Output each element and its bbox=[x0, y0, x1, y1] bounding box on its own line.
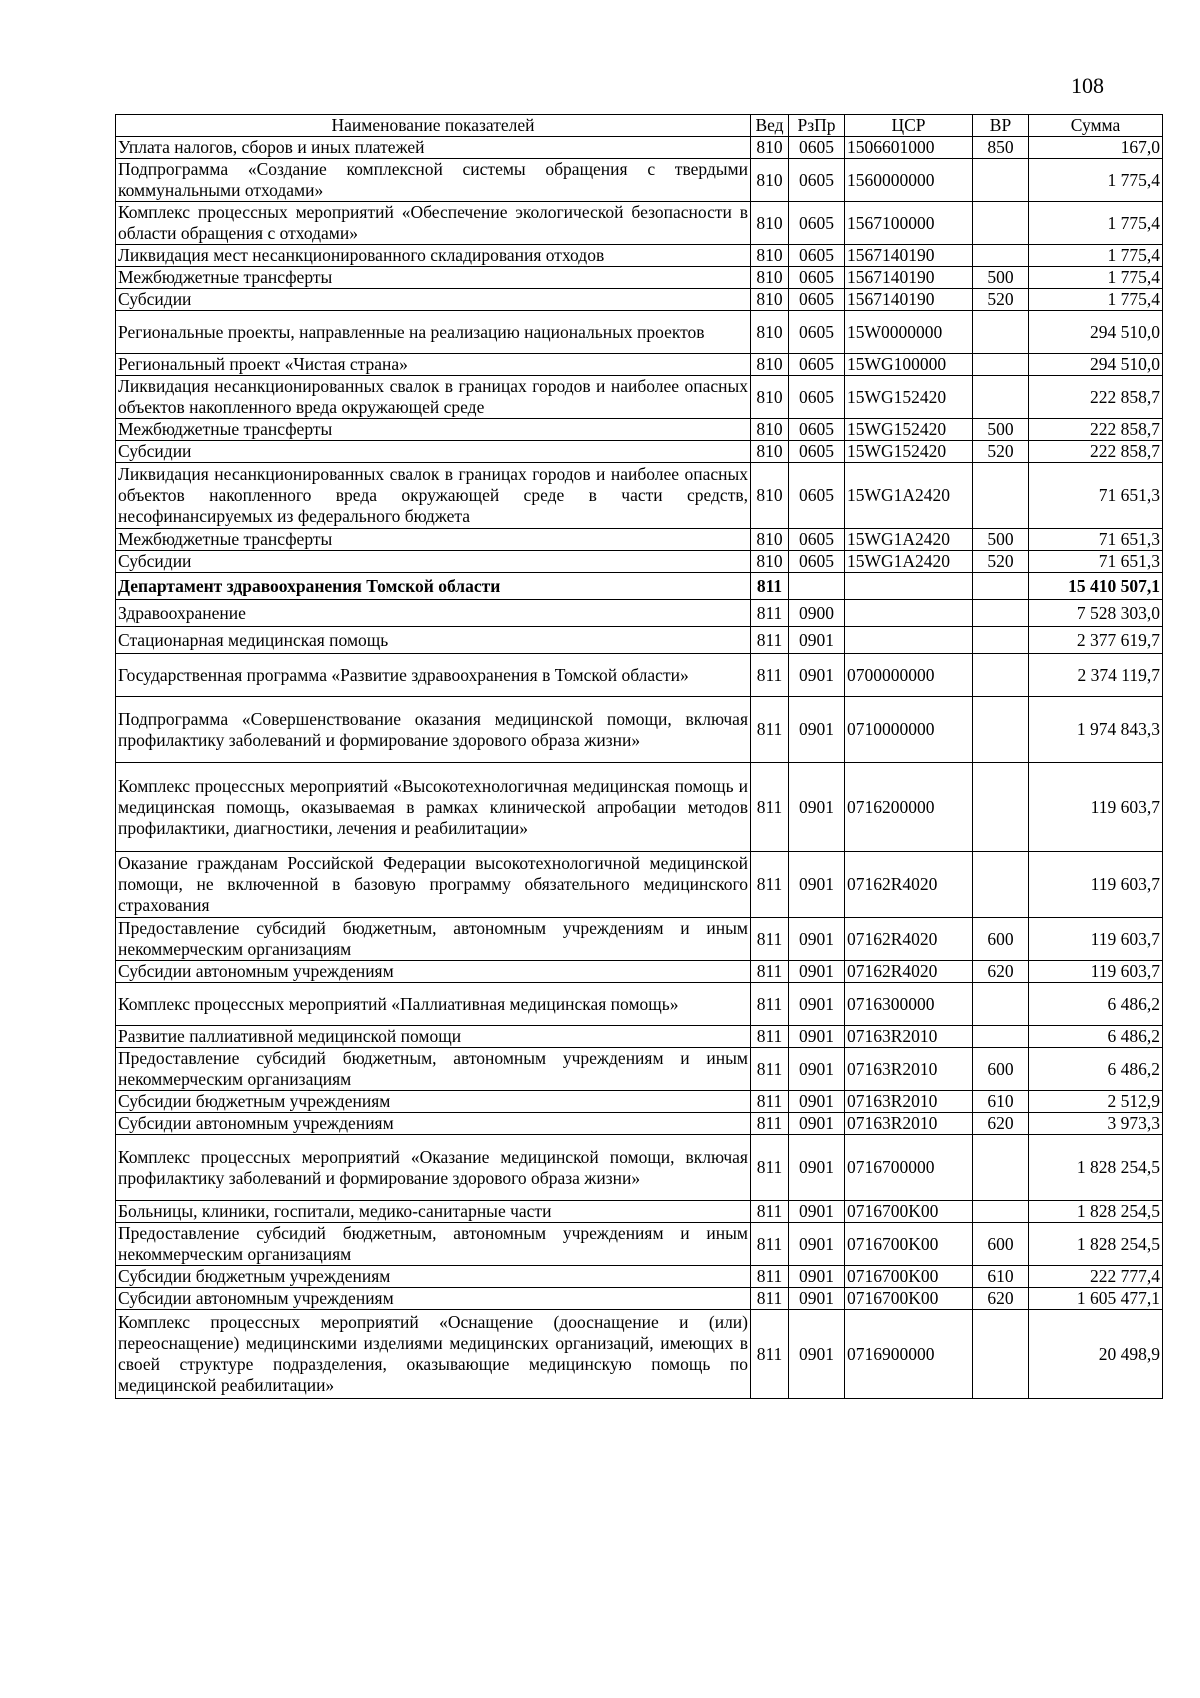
cell-csr: 15WG100000 bbox=[845, 354, 973, 376]
cell-ved: 811 bbox=[751, 1266, 789, 1288]
cell-vr: 500 bbox=[973, 267, 1029, 289]
cell-vr: 620 bbox=[973, 1113, 1029, 1135]
cell-vr bbox=[973, 159, 1029, 202]
cell-ved: 810 bbox=[751, 419, 789, 441]
cell-name: Предоставление субсидий бюджетным, автономным учреждениям и иным некоммерческим организациям bbox=[116, 918, 751, 961]
cell-rzpr: 0901 bbox=[789, 1113, 845, 1135]
cell-sum: 6 486,2 bbox=[1029, 1048, 1163, 1091]
table-row bbox=[116, 763, 1163, 852]
cell-name: Подпрограмма «Совершенствование оказания медицинской помощи, включая профилактику заболеваний и формирование здорового образа жизни» bbox=[116, 697, 751, 763]
cell-sum: 71 651,3 bbox=[1029, 551, 1163, 573]
cell-name: Здравоохранение bbox=[116, 600, 751, 627]
cell-sum: 222 777,4 bbox=[1029, 1266, 1163, 1288]
cell-sum: 71 651,3 bbox=[1029, 463, 1163, 529]
cell-sum: 119 603,7 bbox=[1029, 961, 1163, 983]
cell-sum: 2 374 119,7 bbox=[1029, 654, 1163, 697]
cell-csr: 0716700K00 bbox=[845, 1266, 973, 1288]
header-rzpr: РзПр bbox=[789, 115, 845, 137]
table-row bbox=[116, 137, 1163, 159]
cell-vr bbox=[973, 697, 1029, 763]
cell-name: Комплекс процессных мероприятий «Обеспечение экологической безопасности в области обращения с отходами» bbox=[116, 202, 751, 245]
cell-name: Субсидии автономным учреждениям bbox=[116, 1113, 751, 1135]
cell-name: Субсидии бюджетным учреждениям bbox=[116, 1266, 751, 1288]
cell-ved: 810 bbox=[751, 159, 789, 202]
cell-name: Оказание гражданам Российской Федерации высокотехнологичной медицинской помощи, не включенной в базовую программу обязательного медицинского страхования bbox=[116, 852, 751, 918]
cell-sum: 1 775,4 bbox=[1029, 159, 1163, 202]
cell-sum: 1 775,4 bbox=[1029, 267, 1163, 289]
cell-csr: 07162R4020 bbox=[845, 852, 973, 918]
cell-ved: 811 bbox=[751, 1026, 789, 1048]
table-row bbox=[116, 311, 1163, 354]
cell-sum: 2 377 619,7 bbox=[1029, 627, 1163, 654]
cell-vr bbox=[973, 983, 1029, 1026]
cell-ved: 810 bbox=[751, 441, 789, 463]
cell-ved: 810 bbox=[751, 376, 789, 419]
table-row bbox=[116, 654, 1163, 697]
cell-vr bbox=[973, 627, 1029, 654]
cell-vr bbox=[973, 1135, 1029, 1201]
cell-ved: 810 bbox=[751, 267, 789, 289]
cell-rzpr: 0901 bbox=[789, 1266, 845, 1288]
cell-csr: 0716700000 bbox=[845, 1135, 973, 1201]
cell-csr: 07163R2010 bbox=[845, 1091, 973, 1113]
cell-ved: 811 bbox=[751, 573, 789, 600]
table-row bbox=[116, 627, 1163, 654]
cell-name: Региональные проекты, направленные на реализацию национальных проектов bbox=[116, 311, 751, 354]
cell-rzpr bbox=[789, 573, 845, 600]
cell-csr: 0710000000 bbox=[845, 697, 973, 763]
table-row bbox=[116, 354, 1163, 376]
cell-csr bbox=[845, 627, 973, 654]
table-row bbox=[116, 1048, 1163, 1091]
cell-sum: 167,0 bbox=[1029, 137, 1163, 159]
table-row bbox=[116, 202, 1163, 245]
cell-ved: 811 bbox=[751, 1091, 789, 1113]
cell-name: Межбюджетные трансферты bbox=[116, 529, 751, 551]
cell-vr: 620 bbox=[973, 961, 1029, 983]
cell-sum: 6 486,2 bbox=[1029, 983, 1163, 1026]
cell-csr: 15WG152420 bbox=[845, 419, 973, 441]
cell-sum: 222 858,7 bbox=[1029, 376, 1163, 419]
cell-name: Развитие паллиативной медицинской помощи bbox=[116, 1026, 751, 1048]
cell-rzpr: 0901 bbox=[789, 1048, 845, 1091]
cell-name: Государственная программа «Развитие здравоохранения в Томской области» bbox=[116, 654, 751, 697]
cell-vr: 520 bbox=[973, 289, 1029, 311]
cell-vr bbox=[973, 245, 1029, 267]
cell-csr: 15WG1A2420 bbox=[845, 463, 973, 529]
cell-name: Предоставление субсидий бюджетным, автономным учреждениям и иным некоммерческим организациям bbox=[116, 1048, 751, 1091]
cell-vr bbox=[973, 376, 1029, 419]
cell-vr bbox=[973, 1310, 1029, 1399]
cell-ved: 811 bbox=[751, 697, 789, 763]
cell-rzpr: 0901 bbox=[789, 1091, 845, 1113]
cell-rzpr: 0901 bbox=[789, 627, 845, 654]
cell-rzpr: 0901 bbox=[789, 1288, 845, 1310]
cell-rzpr: 0901 bbox=[789, 654, 845, 697]
table-row bbox=[116, 267, 1163, 289]
cell-vr: 500 bbox=[973, 529, 1029, 551]
cell-name: Межбюджетные трансферты bbox=[116, 267, 751, 289]
cell-ved: 810 bbox=[751, 289, 789, 311]
cell-rzpr: 0900 bbox=[789, 600, 845, 627]
cell-name: Уплата налогов, сборов и иных платежей bbox=[116, 137, 751, 159]
cell-csr: 0700000000 bbox=[845, 654, 973, 697]
cell-vr bbox=[973, 1201, 1029, 1223]
cell-ved: 811 bbox=[751, 627, 789, 654]
cell-vr: 600 bbox=[973, 918, 1029, 961]
table-row bbox=[116, 376, 1163, 419]
cell-rzpr: 0605 bbox=[789, 463, 845, 529]
cell-rzpr: 0605 bbox=[789, 354, 845, 376]
header-vr: ВР bbox=[973, 115, 1029, 137]
cell-name: Ликвидация несанкционированных свалок в границах городов и наиболее опасных объектов накопленного вреда окружающей среде bbox=[116, 376, 751, 419]
cell-rzpr: 0901 bbox=[789, 1310, 845, 1399]
table-row bbox=[116, 529, 1163, 551]
cell-vr: 500 bbox=[973, 419, 1029, 441]
cell-name: Субсидии автономным учреждениям bbox=[116, 961, 751, 983]
cell-sum: 1 828 254,5 bbox=[1029, 1223, 1163, 1266]
cell-vr: 520 bbox=[973, 441, 1029, 463]
cell-ved: 811 bbox=[751, 763, 789, 852]
cell-ved: 810 bbox=[751, 354, 789, 376]
table-row bbox=[116, 697, 1163, 763]
table-row bbox=[116, 852, 1163, 918]
cell-csr: 1567140190 bbox=[845, 289, 973, 311]
cell-vr: 620 bbox=[973, 1288, 1029, 1310]
header-ved: Вед bbox=[751, 115, 789, 137]
cell-rzpr: 0605 bbox=[789, 376, 845, 419]
table-body bbox=[116, 137, 1163, 1399]
cell-csr: 07163R2010 bbox=[845, 1026, 973, 1048]
header-name: Наименование показателей bbox=[116, 115, 751, 137]
cell-vr: 520 bbox=[973, 551, 1029, 573]
cell-csr: 07163R2010 bbox=[845, 1113, 973, 1135]
cell-csr: 0716700K00 bbox=[845, 1201, 973, 1223]
cell-vr bbox=[973, 311, 1029, 354]
cell-rzpr: 0605 bbox=[789, 551, 845, 573]
cell-csr: 15WG1A2420 bbox=[845, 551, 973, 573]
cell-vr bbox=[973, 463, 1029, 529]
table-row bbox=[116, 1201, 1163, 1223]
cell-csr: 0716700K00 bbox=[845, 1288, 973, 1310]
cell-rzpr: 0605 bbox=[789, 289, 845, 311]
cell-sum: 1 828 254,5 bbox=[1029, 1201, 1163, 1223]
cell-ved: 810 bbox=[751, 202, 789, 245]
cell-ved: 811 bbox=[751, 852, 789, 918]
cell-name: Межбюджетные трансферты bbox=[116, 419, 751, 441]
cell-ved: 810 bbox=[751, 529, 789, 551]
cell-csr: 15WG1A2420 bbox=[845, 529, 973, 551]
cell-ved: 811 bbox=[751, 1201, 789, 1223]
table-row bbox=[116, 918, 1163, 961]
cell-name: Подпрограмма «Создание комплексной системы обращения с твердыми коммунальными отходами» bbox=[116, 159, 751, 202]
cell-rzpr: 0901 bbox=[789, 697, 845, 763]
table-row bbox=[116, 961, 1163, 983]
cell-ved: 811 bbox=[751, 983, 789, 1026]
cell-name: Комплекс процессных мероприятий «Оказание медицинской помощи, включая профилактику заболеваний и формирование здорового образа жизни» bbox=[116, 1135, 751, 1201]
cell-sum: 1 828 254,5 bbox=[1029, 1135, 1163, 1201]
cell-ved: 811 bbox=[751, 1223, 789, 1266]
cell-sum: 1 775,4 bbox=[1029, 289, 1163, 311]
cell-rzpr: 0901 bbox=[789, 852, 845, 918]
cell-rzpr: 0901 bbox=[789, 961, 845, 983]
cell-name: Субсидии бюджетным учреждениям bbox=[116, 1091, 751, 1113]
cell-rzpr: 0605 bbox=[789, 267, 845, 289]
cell-name: Департамент здравоохранения Томской области bbox=[116, 573, 751, 600]
cell-name: Субсидии автономным учреждениям bbox=[116, 1288, 751, 1310]
cell-rzpr: 0901 bbox=[789, 1026, 845, 1048]
cell-vr: 610 bbox=[973, 1091, 1029, 1113]
cell-csr: 07163R2010 bbox=[845, 1048, 973, 1091]
cell-csr: 15WG152420 bbox=[845, 441, 973, 463]
cell-rzpr: 0605 bbox=[789, 137, 845, 159]
cell-sum: 6 486,2 bbox=[1029, 1026, 1163, 1048]
cell-vr bbox=[973, 852, 1029, 918]
cell-rzpr: 0901 bbox=[789, 983, 845, 1026]
cell-ved: 810 bbox=[751, 311, 789, 354]
cell-csr: 0716200000 bbox=[845, 763, 973, 852]
cell-csr: 1506601000 bbox=[845, 137, 973, 159]
cell-csr: 07162R4020 bbox=[845, 961, 973, 983]
header-csr: ЦСР bbox=[845, 115, 973, 137]
cell-name: Субсидии bbox=[116, 289, 751, 311]
table-row bbox=[116, 1026, 1163, 1048]
cell-name: Ликвидация несанкционированных свалок в границах городов и наиболее опасных объектов накопленного вреда окружающей среде в части средств, несофинансируемых из федерального бюджета bbox=[116, 463, 751, 529]
cell-sum: 20 498,9 bbox=[1029, 1310, 1163, 1399]
cell-name: Региональный проект «Чистая страна» bbox=[116, 354, 751, 376]
cell-vr: 610 bbox=[973, 1266, 1029, 1288]
cell-ved: 810 bbox=[751, 245, 789, 267]
cell-csr: 1567140190 bbox=[845, 267, 973, 289]
cell-sum: 222 858,7 bbox=[1029, 441, 1163, 463]
table-row bbox=[116, 1266, 1163, 1288]
table-row bbox=[116, 441, 1163, 463]
cell-rzpr: 0605 bbox=[789, 202, 845, 245]
table-row bbox=[116, 573, 1163, 600]
cell-name: Субсидии bbox=[116, 551, 751, 573]
cell-ved: 811 bbox=[751, 1113, 789, 1135]
cell-name: Комплекс процессных мероприятий «Паллиативная медицинская помощь» bbox=[116, 983, 751, 1026]
cell-vr: 600 bbox=[973, 1048, 1029, 1091]
table-row bbox=[116, 289, 1163, 311]
cell-ved: 811 bbox=[751, 1048, 789, 1091]
cell-sum: 294 510,0 bbox=[1029, 354, 1163, 376]
table-row bbox=[116, 159, 1163, 202]
budget-table bbox=[115, 114, 1163, 1399]
cell-sum: 15 410 507,1 bbox=[1029, 573, 1163, 600]
cell-rzpr: 0901 bbox=[789, 1135, 845, 1201]
cell-vr bbox=[973, 354, 1029, 376]
cell-rzpr: 0605 bbox=[789, 419, 845, 441]
cell-ved: 810 bbox=[751, 137, 789, 159]
cell-vr bbox=[973, 600, 1029, 627]
table-row bbox=[116, 1113, 1163, 1135]
cell-name: Комплекс процессных мероприятий «Высокотехнологичная медицинская помощь и медицинская помощь, оказываемая в рамках клинической апробации методов профилактики, диагностики, лечения и реабилитации» bbox=[116, 763, 751, 852]
cell-vr bbox=[973, 654, 1029, 697]
table-row bbox=[116, 419, 1163, 441]
cell-vr bbox=[973, 1026, 1029, 1048]
table-row bbox=[116, 1223, 1163, 1266]
cell-ved: 811 bbox=[751, 918, 789, 961]
cell-ved: 811 bbox=[751, 1310, 789, 1399]
table-row bbox=[116, 983, 1163, 1026]
cell-sum: 1 605 477,1 bbox=[1029, 1288, 1163, 1310]
cell-rzpr: 0605 bbox=[789, 529, 845, 551]
cell-sum: 1 775,4 bbox=[1029, 245, 1163, 267]
cell-vr: 600 bbox=[973, 1223, 1029, 1266]
cell-csr bbox=[845, 600, 973, 627]
cell-vr: 850 bbox=[973, 137, 1029, 159]
cell-vr bbox=[973, 202, 1029, 245]
cell-csr: 0716700K00 bbox=[845, 1223, 973, 1266]
cell-rzpr: 0605 bbox=[789, 441, 845, 463]
cell-ved: 810 bbox=[751, 463, 789, 529]
cell-name: Стационарная медицинская помощь bbox=[116, 627, 751, 654]
cell-ved: 811 bbox=[751, 1288, 789, 1310]
cell-sum: 3 973,3 bbox=[1029, 1113, 1163, 1135]
cell-vr bbox=[973, 763, 1029, 852]
page-number: 108 bbox=[1071, 73, 1104, 98]
cell-name: Субсидии bbox=[116, 441, 751, 463]
cell-name: Ликвидация мест несанкционированного складирования отходов bbox=[116, 245, 751, 267]
cell-rzpr: 0605 bbox=[789, 311, 845, 354]
cell-csr: 15WG152420 bbox=[845, 376, 973, 419]
table-row bbox=[116, 245, 1163, 267]
cell-sum: 1 775,4 bbox=[1029, 202, 1163, 245]
cell-csr: 07162R4020 bbox=[845, 918, 973, 961]
cell-rzpr: 0605 bbox=[789, 245, 845, 267]
cell-sum: 2 512,9 bbox=[1029, 1091, 1163, 1113]
cell-csr: 0716900000 bbox=[845, 1310, 973, 1399]
table-row bbox=[116, 600, 1163, 627]
cell-sum: 222 858,7 bbox=[1029, 419, 1163, 441]
cell-rzpr: 0901 bbox=[789, 918, 845, 961]
cell-ved: 811 bbox=[751, 600, 789, 627]
header-sum: Сумма bbox=[1029, 115, 1163, 137]
cell-sum: 119 603,7 bbox=[1029, 763, 1163, 852]
table-row bbox=[116, 1135, 1163, 1201]
cell-rzpr: 0901 bbox=[789, 1223, 845, 1266]
cell-sum: 119 603,7 bbox=[1029, 918, 1163, 961]
cell-rzpr: 0901 bbox=[789, 763, 845, 852]
table-row bbox=[116, 1310, 1163, 1399]
cell-name: Комплекс процессных мероприятий «Оснащение (дооснащение и (или) переоснащение) медицинскими изделиями медицинских организаций, имеющих в своей структуре подразделения, оказывающие медицинскую помощь по медицинской реабилитации» bbox=[116, 1310, 751, 1399]
cell-csr bbox=[845, 573, 973, 600]
cell-csr: 0716300000 bbox=[845, 983, 973, 1026]
cell-csr: 15W0000000 bbox=[845, 311, 973, 354]
table-row bbox=[116, 1091, 1163, 1113]
cell-name: Предоставление субсидий бюджетным, автономным учреждениям и иным некоммерческим организациям bbox=[116, 1223, 751, 1266]
cell-ved: 811 bbox=[751, 961, 789, 983]
cell-sum: 1 974 843,3 bbox=[1029, 697, 1163, 763]
cell-rzpr: 0901 bbox=[789, 1201, 845, 1223]
table-row bbox=[116, 551, 1163, 573]
cell-sum: 119 603,7 bbox=[1029, 852, 1163, 918]
cell-vr bbox=[973, 573, 1029, 600]
cell-name: Больницы, клиники, госпитали, медико-санитарные части bbox=[116, 1201, 751, 1223]
cell-ved: 810 bbox=[751, 551, 789, 573]
table-row bbox=[116, 463, 1163, 529]
cell-sum: 7 528 303,0 bbox=[1029, 600, 1163, 627]
cell-csr: 1567100000 bbox=[845, 202, 973, 245]
cell-csr: 1567140190 bbox=[845, 245, 973, 267]
cell-ved: 811 bbox=[751, 654, 789, 697]
cell-csr: 1560000000 bbox=[845, 159, 973, 202]
table-header-row bbox=[116, 115, 1163, 137]
cell-sum: 71 651,3 bbox=[1029, 529, 1163, 551]
cell-rzpr: 0605 bbox=[789, 159, 845, 202]
table-row bbox=[116, 1288, 1163, 1310]
cell-ved: 811 bbox=[751, 1135, 789, 1201]
cell-sum: 294 510,0 bbox=[1029, 311, 1163, 354]
